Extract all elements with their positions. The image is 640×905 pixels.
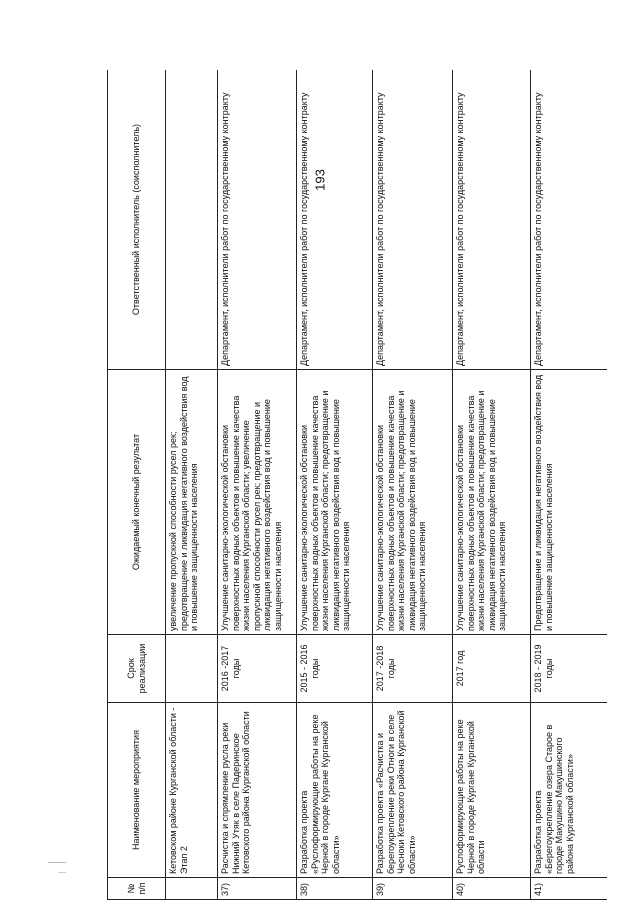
cell-responsible: Департамент, исполнители работ по государственному контракту (297, 70, 373, 370)
cell-term (166, 635, 218, 703)
cell-result: Предотвращение и ликвидация негативного воздействия вод и повышение защищенности населения (531, 370, 608, 635)
header-responsible: Ответственный исполнитель (соисполнитель) (108, 70, 166, 370)
table-row (218, 70, 297, 900)
header-term: Срок реализации (108, 635, 166, 703)
measures-table (107, 70, 607, 900)
table-viewport (107, 70, 607, 900)
cell-result: Улучшение санитарно-экологической обстановки поверхностных водных объектов и повышение качества жизни населения Курганской области; предотвращение и ликвидация негативного воздействия вод и повышение защищенности населения (297, 370, 373, 635)
page-number-text: 193 (312, 169, 328, 191)
table-row (531, 70, 608, 900)
table-row (373, 70, 453, 900)
cell-num: 39) (373, 878, 453, 900)
cell-term: 2017 -2018 годы (373, 635, 453, 703)
cell-num: 37) (218, 878, 297, 900)
cell-term: 2015 - 2016 годы (297, 635, 373, 703)
header-result: Ожидаемый конечный результат (108, 370, 166, 635)
table-row (166, 70, 218, 900)
rotated-table-wrapper (107, 70, 607, 900)
header-num: № п/п (108, 878, 166, 900)
cell-responsible: Департамент, исполнители работ по государственному контракту (453, 70, 531, 370)
cell-term: 2017 год (453, 635, 531, 703)
cell-num: 38) (297, 878, 373, 900)
cell-name: Разработка проекта «Расчистка и берегоукрепление реки Отноги в селе Чесноки Кетовского района Курганской области» (373, 703, 453, 878)
cell-result: Улучшение санитарно-экологической обстановки поверхностных водных объектов и повышение качества жизни населения Курганской области; предотвращение и ликвидация негативного воздействия вод и повышение защищенности населения (373, 370, 453, 635)
table-row (453, 70, 531, 900)
scan-artifact (58, 872, 66, 873)
cell-name: Расчистка и спрямление русла реки Нижний Утяк в селе Падеринское Кетовского района Курганской области (218, 703, 297, 878)
cell-responsible: Департамент, исполнители работ по государственному контракту (218, 70, 297, 370)
cell-result: увеличение пропускной способности русел рек; предотвращение и ликвидация негативного воздействия вод и повышение защищенности населения (166, 370, 218, 635)
table-row (297, 70, 373, 900)
cell-name: Разработка проекта «Руслоформирующие работы на реке Черной в городе Кургане Курганской области» (297, 703, 373, 878)
cell-responsible (166, 70, 218, 370)
table-header-row (108, 70, 166, 900)
cell-name: Разработка проекта «Берегоукрепление озера Старое в городе Макушино Макушинского района Курганской области» (531, 703, 608, 878)
scan-artifact (48, 862, 66, 863)
cell-result: Улучшение санитарно-экологической обстановки поверхностных водных объектов и повышение качества жизни населения Курганской области; предотвращение и ликвидация негативного воздействия вод и повышение защищенности населения (453, 370, 531, 635)
cell-name: Руслоформирующие работы на реке Черной в городе Кургане Курганской области (453, 703, 531, 878)
cell-num (166, 878, 218, 900)
cell-responsible: Департамент, исполнители работ по государственному контракту (531, 70, 608, 370)
cell-term: 2018 - 2019 годы (531, 635, 608, 703)
cell-name: Кетовском районе Курганской области - Этап 2 (166, 703, 218, 878)
cell-num: 40) (453, 878, 531, 900)
cell-result: Улучшение санитарно-экологической обстановки поверхностных водных объектов и повышение качества жизни населения Курганской области; увеличение пропускной способности русел рек; предотвращение и ликвидация негативного воздействия вод и повышение защищенности населения (218, 370, 297, 635)
cell-responsible: Департамент, исполнители работ по государственному контракту (373, 70, 453, 370)
header-name: Наименование мероприятия (108, 703, 166, 878)
cell-term: 2016 -2017 годы (218, 635, 297, 703)
cell-num: 41) (531, 878, 608, 900)
